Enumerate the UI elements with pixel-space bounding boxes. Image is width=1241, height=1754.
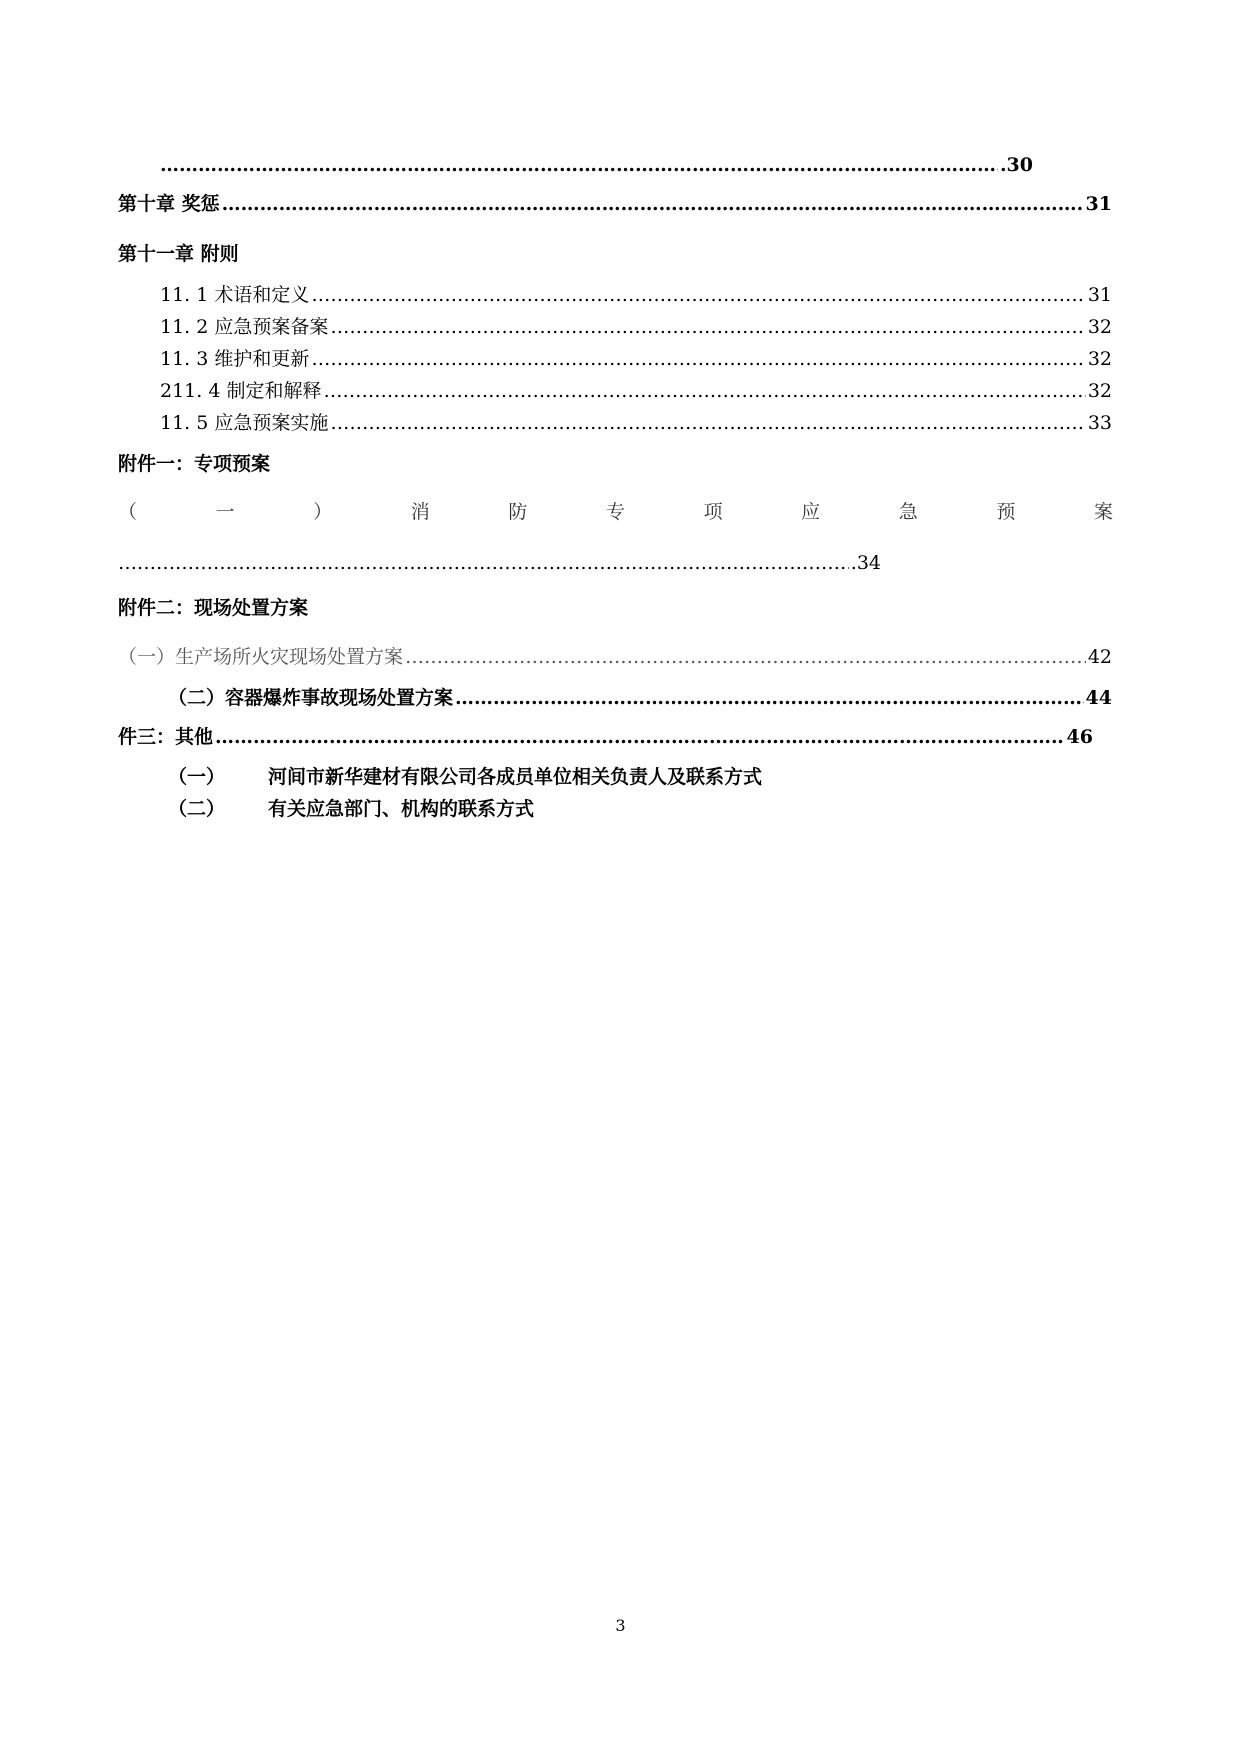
- subentry-label: 有关应急部门、机构的联系方式: [268, 798, 535, 820]
- toc-entry-explosion-disposal: [168, 686, 1112, 710]
- toc-entry-label: 211. 4 制定和解释: [160, 380, 322, 402]
- toc-entry-fire-disposal: [118, 645, 1112, 669]
- spread-char: 专: [605, 501, 625, 523]
- toc-subentry-contacts-members: [168, 765, 762, 789]
- toc-entry-label: 件三：其他: [118, 726, 214, 748]
- toc-page-number: 44: [1085, 687, 1112, 709]
- toc-entry-label: 11. 5 应急预案实施: [160, 412, 329, 434]
- toc-page-number: .30: [999, 154, 1033, 176]
- toc-page-number: 32: [1087, 348, 1112, 370]
- toc-page-number: 33: [1087, 412, 1112, 434]
- spread-char: 案: [1093, 501, 1113, 523]
- toc-leader-dots: [215, 725, 1065, 749]
- toc-entry-11-4: [160, 379, 1112, 403]
- toc-leader-dots: [118, 551, 849, 575]
- spread-char: （: [118, 501, 138, 523]
- toc-entry-label: 第十章 奖惩: [118, 193, 220, 215]
- toc-entry-label: 11. 2 应急预案备案: [160, 316, 329, 338]
- toc-page-number: .34: [850, 552, 881, 574]
- toc-entry-fire-plan-page-line: [118, 551, 881, 575]
- toc-entry-11-3: [160, 347, 1112, 371]
- toc-leader-dots: [330, 411, 1085, 435]
- page-number-footer: 3: [615, 1616, 626, 1635]
- toc-leader-dots: [160, 153, 998, 177]
- toc-leader-dots: [455, 686, 1084, 710]
- spread-char: ）: [313, 501, 333, 523]
- toc-entry-label: 11. 3 维护和更新: [160, 348, 310, 370]
- toc-heading-attachment-2: 附件二：现场处置方案: [118, 597, 309, 619]
- toc-subentry-contacts-agencies: [168, 797, 534, 821]
- toc-heading-chapter-11: 第十一章 附则: [118, 243, 239, 265]
- toc-entry-fire-plan-spread: [118, 500, 1113, 524]
- toc-entry-label: 11. 1 术语和定义: [160, 284, 310, 306]
- toc-page-number: 32: [1087, 380, 1112, 402]
- spread-char: 防: [508, 501, 528, 523]
- spread-char: 急: [898, 501, 918, 523]
- toc-leader-dots: [222, 192, 1084, 216]
- spread-char: 一: [215, 501, 235, 523]
- spread-char: 预: [996, 501, 1016, 523]
- toc-entry-label: （二）容器爆炸事故现场处置方案: [168, 687, 454, 709]
- toc-page-number: 31: [1085, 193, 1112, 215]
- subentry-number: （二）: [168, 798, 226, 820]
- subentry-number: （一）: [168, 766, 226, 788]
- toc-entry-attachment-3: [118, 725, 1093, 749]
- toc-leader-dots: [330, 315, 1085, 339]
- toc-heading-attachment-1: 附件一：专项预案: [118, 453, 271, 475]
- spread-char: 消: [410, 501, 430, 523]
- toc-page-number: 46: [1066, 726, 1093, 748]
- toc-page-number: 31: [1087, 284, 1112, 306]
- toc-entry-11-2: [160, 315, 1112, 339]
- toc-leader-dots: [405, 645, 1086, 669]
- toc-entry-label: （一）生产场所火灾现场处置方案: [118, 646, 404, 668]
- toc-entry-chapter-10: [118, 192, 1112, 216]
- subentry-label: 河间市新华建材有限公司各成员单位相关负责人及联系方式: [268, 766, 763, 788]
- toc-leader-dots: [323, 379, 1085, 403]
- toc-leader-dots: [311, 347, 1085, 371]
- spread-char: 项: [703, 501, 723, 523]
- spread-char: 应: [801, 501, 821, 523]
- toc-entry-11-5: [160, 411, 1112, 435]
- toc-entry-11-1: [160, 283, 1112, 307]
- toc-leader-dots: [311, 283, 1085, 307]
- toc-page-number: 42: [1087, 646, 1112, 668]
- toc-page-number: 32: [1087, 316, 1112, 338]
- toc-continuation-line: [160, 153, 1033, 177]
